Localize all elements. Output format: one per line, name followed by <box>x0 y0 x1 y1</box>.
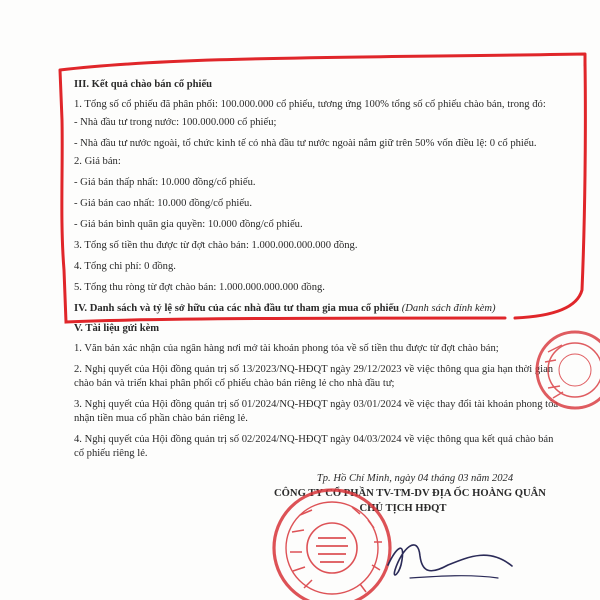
company-name: CÔNG TY CỔ PHẦN TV-TM-DV ĐỊA ỐC HOÀNG QUÂN <box>274 488 546 499</box>
section-5-item-1: 1. Văn bản xác nhận của ngân hàng nơi mở tài khoản phong tỏa về số tiền thu được từ đợt chào bán; <box>74 343 499 354</box>
section-5-item-3: 3. Nghị quyết của Hội đồng quản trị số 01/2024/NQ-HĐQT ngày 03/01/2024 về việc thay đổi tài khoản phong tỏa nhận tiền mua cổ phần chào bán riêng lẻ. <box>74 399 559 424</box>
section-4-title-text: IV. Danh sách và tỷ lệ sở hữu của các nhà đầu tư tham gia mua cổ phiếu <box>74 303 400 314</box>
section-3-item-4: 4. Tổng chi phí: 0 đồng. <box>74 261 176 272</box>
section-3-item-2b: - Giá bán cao nhất: 10.000 đồng/cổ phiếu. <box>74 198 252 209</box>
section-4-note: (Danh sách đính kèm) <box>401 303 496 314</box>
section-5-title: V. Tài liệu gửi kèm <box>74 323 160 334</box>
section-3-item-3: 3. Tổng số tiền thu được từ đợt chào bán: 1.000.000.000.000 đồng. <box>74 240 358 251</box>
section-3-title: III. Kết quả chào bán cổ phiếu <box>74 79 213 90</box>
section-3-item-1: 1. Tổng số cổ phiếu đã phân phối: 100.000.000 cổ phiếu, tương ứng 100% tổng số cổ phiếu chào bán, trong đó: <box>74 99 546 110</box>
section-3-item-1a: - Nhà đầu tư trong nước: 100.000.000 cổ phiếu; <box>74 117 277 128</box>
signatory-title: CHỦ TỊCH HĐQT <box>359 503 447 514</box>
section-5-item-2: 2. Nghị quyết của Hội đồng quản trị số 13/2023/NQ-HĐQT ngày 29/12/2023 về việc thông qua gia hạn thời gian chào bán và triển khai phân phối cổ phiếu chào bán riêng lẻ cho nhà đầu tư; <box>74 364 554 389</box>
section-3-item-5: 5. Tổng thu ròng từ đợt chào bán: 1.000.000.000.000 đồng. <box>74 282 325 293</box>
section-3-item-1b: - Nhà đầu tư nước ngoài, tổ chức kinh tế có nhà đầu tư nước ngoài nắm giữ trên 50% vốn điều lệ: 0 cổ phiếu. <box>74 138 537 149</box>
section-3-item-2: 2. Giá bán: <box>74 156 121 167</box>
section-3-item-2c: - Giá bán bình quân gia quyền: 10.000 đồng/cổ phiếu. <box>74 219 303 230</box>
section-5-item-4: 4. Nghị quyết của Hội đồng quản trị số 02/2024/NQ-HĐQT ngày 04/03/2024 về việc thông qua kết quả chào bán cổ phiếu riêng lẻ. <box>74 434 554 459</box>
signing-place-date: Tp. Hồ Chí Minh, ngày 04 tháng 03 năm 2024 <box>316 473 514 484</box>
section-3-item-2a: - Giá bán thấp nhất: 10.000 đồng/cổ phiếu. <box>74 177 256 188</box>
